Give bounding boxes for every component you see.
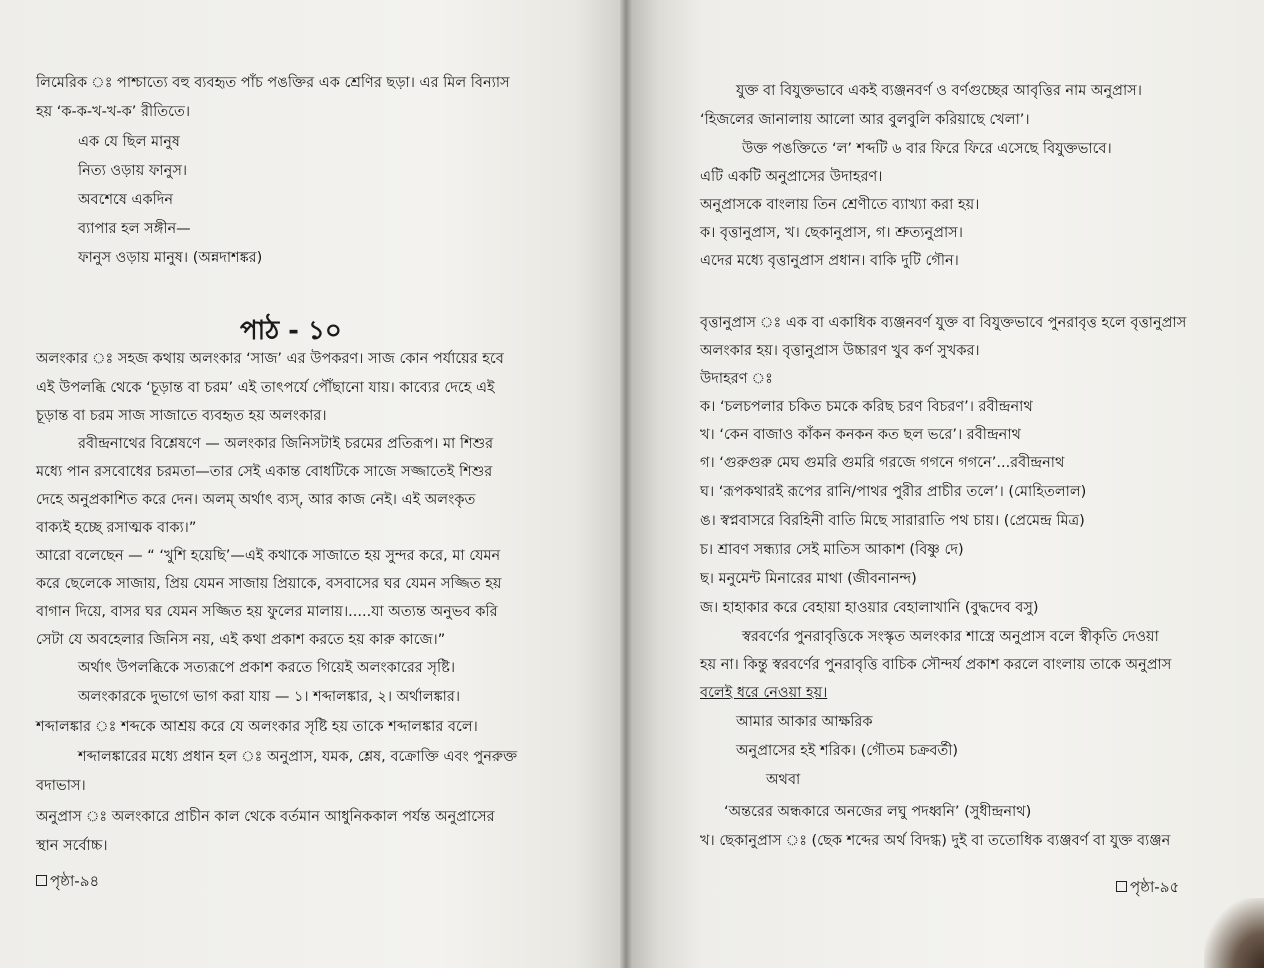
limerick-definition: লিমেরিক ঃ পাশ্চাত্যে বহু ব্যবহৃত পাঁচ পঙক্তির এক শ্রেণির ছড়া। এর মিল বিন্যাস bbox=[36, 75, 510, 91]
example-line: ক। ‘চলচপলার চকিত চমকে করিছ চরণ বিচরণ’। রবীন্দ্রনাথ bbox=[700, 399, 1033, 415]
text-line: এটি একটি অনুপ্রাসের উদাহরণ। bbox=[700, 169, 883, 185]
right-page bbox=[626, 0, 1264, 968]
page-number-text: পৃষ্ঠা-৯৫ bbox=[1130, 878, 1180, 896]
example-line: ঘ। ‘রূপকথারই রূপের রানি/পাথর পুরীর প্রাচীর তলে’। (মোহিতলাল) bbox=[700, 484, 1087, 500]
text-line: ক। বৃত্তানুপ্রাস, খ। ছেকানুপ্রাস, গ। শ্রুত্যনুপ্রাস। bbox=[700, 225, 963, 241]
lesson-heading: পাঠ - ১০ bbox=[240, 316, 342, 346]
left-page bbox=[0, 0, 626, 968]
page-number-left bbox=[36, 870, 99, 895]
example-line: চ। শ্রাবণ সন্ধ্যার সেই মাতিস আকাশ (বিষ্ণু দে) bbox=[700, 542, 964, 558]
poem-line: ফানুস ওড়ায় মানুষ। (অন্নদাশঙ্কর) bbox=[78, 250, 263, 266]
paragraph-line: স্থান সর্বোচ্চ। bbox=[36, 838, 108, 854]
paragraph-line: চূড়ান্ত বা চরম সাজ সাজাতে ব্যবহৃত হয় অলংকার। bbox=[36, 408, 327, 424]
example-line: ছ। মনুমেন্ট মিনারের মাথা (জীবনানন্দ) bbox=[700, 571, 917, 587]
paragraph-line: বাক্যই হচ্ছে রসাত্মক বাক্য।” bbox=[36, 520, 197, 536]
paragraph-line: শব্দালঙ্কার ঃ শব্দকে আশ্রয় করে যে অলংকার সৃষ্টি হয় তাকে শব্দালঙ্কার বলে। bbox=[36, 719, 478, 735]
text-line: হয় না। কিন্তু স্বরবর্ণের পুনরাবৃত্তি বাচিক সৌন্দর্য প্রকাশ করলে বাংলায় তাকে অনুপ্রাস bbox=[700, 657, 1172, 673]
checkbox-square-icon bbox=[36, 875, 47, 886]
paragraph-line: দেহে অনুপ্রকাশিত করে দেন। অলম্ অর্থাৎ ব্যস্, আর কাজ নেই। এই অলংকৃত bbox=[36, 492, 476, 508]
paragraph-line: বাগান দিয়ে, বাসর ঘর যেমন সজ্জিত হয় ফুলের মালায়।.....যা অত্যন্ত অনুভব করি bbox=[36, 604, 498, 620]
poem-line: অবশেষে একদিন bbox=[78, 192, 174, 208]
paragraph-line: এই উপলব্ধি থেকে ‘চূড়ান্ত বা চরম’ এই তাৎপর্যে পৌঁছানো যায়। কাব্যের দেহে এই bbox=[36, 380, 495, 396]
poem-line: এক যে ছিল মানুষ bbox=[78, 134, 180, 150]
paragraph-line: শব্দালঙ্কারের মধ্যে প্রধান হল ঃ অনুপ্রাস, যমক, শ্লেষ, বক্রোক্তি এবং পুনরুক্ত bbox=[78, 749, 518, 765]
text-line: যুক্ত বা বিযুক্তভাবে একই ব্যঞ্জনবর্ণ ও বর্ণগুচ্ছের আবৃত্তির নাম অনুপ্রাস। bbox=[736, 83, 1142, 99]
paragraph-line: অলংকার ঃ সহজ কথায় অলংকার ‘সাজ’ এর উপকরণ। সাজ কোন পর্যায়ের হবে bbox=[36, 351, 504, 367]
paragraph-line: অলংকারকে দুভাগে ভাগ করা যায় — ১। শব্দালঙ্কার, ২। অর্থালঙ্কার। bbox=[78, 689, 461, 705]
quote-line: আমার আকার আক্ষরিক bbox=[736, 714, 873, 730]
text-line-underlined: বলেই ধরে নেওয়া হয়। bbox=[700, 685, 828, 701]
text-line: বৃত্তানুপ্রাস ঃ এক বা একাধিক ব্যঞ্জনবর্ণ যুক্ত বা বিযুক্তভাবে পুনরাবৃত্ত হলে বৃত্তানুপ্রাস bbox=[700, 315, 1187, 331]
text-line: ‘হিজলের জানালায় আলো আর বুলবুলি করিয়াছে খেলা’। bbox=[700, 112, 1030, 128]
example-line: খ। ‘কেন বাজাও কাঁকন কনকন কত ছল ভরে’। রবীন্দ্রনাথ bbox=[700, 427, 1021, 443]
text-line: উক্ত পঙক্তিতে ‘ল’ শব্দটি ৬ বার ফিরে ফিরে এসেছে বিযুক্তভাবে। bbox=[742, 141, 1112, 157]
text-line: অনুপ্রাসকে বাংলায় তিন শ্রেণীতে ব্যাখ্যা করা হয়। bbox=[700, 197, 980, 213]
page-number-right bbox=[1116, 876, 1179, 901]
text-line: খ। ছেকানুপ্রাস ঃ (ছেক শব্দের অর্থ বিদগ্ধ) দুই বা ততোধিক ব্যঞ্জবর্ণ বা যুক্ত ব্যঞ্জন bbox=[700, 833, 1171, 849]
paragraph-line: সেটা যে অবহেলার জিনিস নয়, এই কথা প্রকাশ করতে হয় কারু কাজে।” bbox=[36, 632, 446, 648]
page-number-text: পৃষ্ঠা-৯৪ bbox=[50, 872, 100, 890]
paragraph-line: আরো বলেছেন — “ ‘খুশি হয়েছি’—এই কথাকে সাজাতে হয় সুন্দর করে, মা যেমন bbox=[36, 548, 501, 564]
paragraph-line: মধ্যে পান রসবোধের চরমতা—তার সেই একান্ত বোধটিকে সাজে সজ্জাতেই শিশুর bbox=[36, 464, 493, 480]
quote-line: অনুপ্রাসের হই শরিক। (গৌতম চক্রবর্তী) bbox=[736, 743, 959, 759]
poem-line: নিত্য ওড়ায় ফানুস। bbox=[78, 163, 188, 179]
example-line: জ। হাহাকার করে বেহায়া হাওয়ার বেহালাখানি (বুদ্ধদেব বসু) bbox=[700, 600, 1039, 616]
poem-line: ব্যাপার হল সঙ্গীন— bbox=[78, 221, 191, 237]
quote-line: ‘অন্তরের অন্ধকারে অনজের লঘু পদধ্বনি’ (সুধীন্দ্রনাথ) bbox=[724, 804, 1032, 820]
paragraph-line: অর্থাৎ উপলব্ধিকে সত্যরূপে প্রকাশ করতে গিয়েই অলংকারের সৃষ্টি। bbox=[78, 660, 456, 676]
limerick-definition-cont: হয় ‘ক-ক-খ-খ-ক’ রীতিতে। bbox=[36, 104, 191, 120]
text-line: অথবা bbox=[766, 772, 801, 788]
text-line: উদাহরণ ঃ bbox=[700, 371, 773, 387]
book-gutter bbox=[620, 0, 632, 968]
paragraph-line: করে ছেলেকে সাজায়, প্রিয় যেমন সাজায় প্রিয়াকে, বসবাসের ঘর যেমন সজ্জিত হয় bbox=[36, 576, 502, 592]
text-line: স্বরবর্ণের পুনরাবৃত্তিকে সংস্কৃত অলংকার শাস্ত্রে অনুপ্রাস বলে স্বীকৃতি দেওয়া bbox=[742, 629, 1159, 645]
paragraph-line: রবীন্দ্রনাথের বিশ্লেষণে — অলংকার জিনিসটাই চরমের প্রতিরূপ। মা শিশুর bbox=[78, 436, 494, 452]
paragraph-line: অনুপ্রাস ঃ অলংকারে প্রাচীন কাল থেকে বর্তমান আধুনিককাল পর্যন্ত অনুপ্রাসের bbox=[36, 809, 495, 825]
example-line: গ। ‘গুরুগুরু মেঘ গুমরি গুমরি গরজে গগনে গগনে’...রবীন্দ্রনাথ bbox=[700, 455, 1065, 471]
paragraph-line: বদাভাস। bbox=[36, 778, 86, 794]
corner-shadow bbox=[1204, 898, 1264, 968]
checkbox-square-icon bbox=[1116, 881, 1127, 892]
text-line: এদের মধ্যে বৃত্তানুপ্রাস প্রধান। বাকি দুটি গৌন। bbox=[700, 253, 959, 269]
example-line: ঙ। স্বপ্নবাসরে বিরহিনী বাতি মিছে সারারাতি পথ চায়। (প্রেমেন্দ্র মিত্র) bbox=[700, 513, 1085, 529]
text-line: অলংকার হয়। বৃত্তানুপ্রাস উচ্চারণ খুব কর্ণ সুখকর। bbox=[700, 343, 980, 359]
